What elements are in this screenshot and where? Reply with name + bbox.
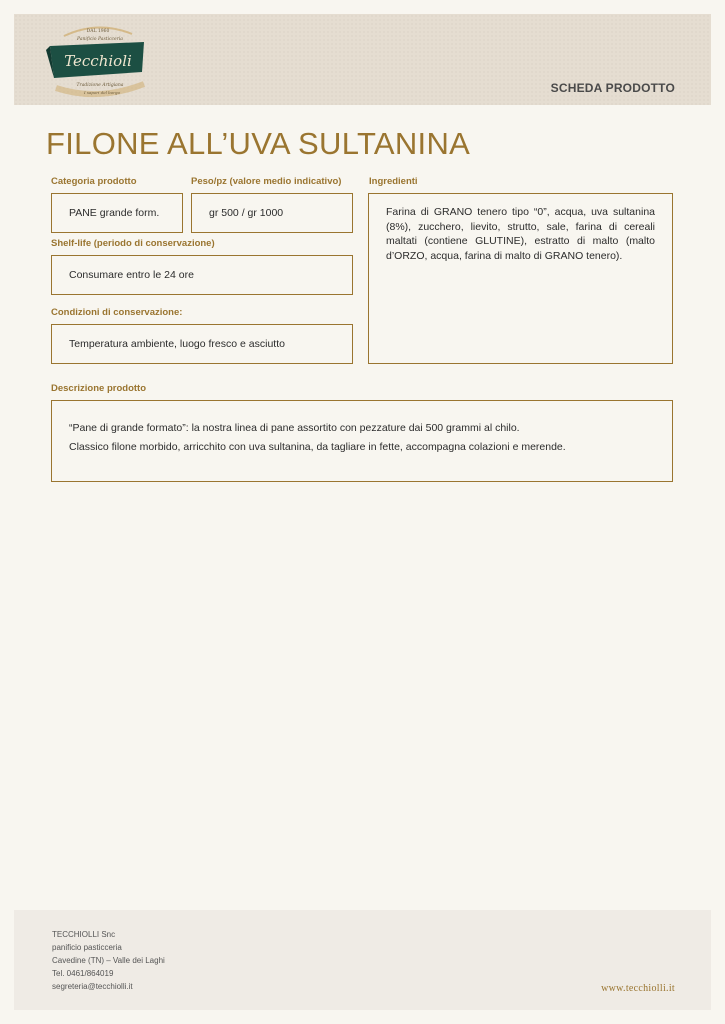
svg-text:DAL 1960: DAL 1960 (86, 29, 110, 34)
svg-text:I sapori del borgo: I sapori del borgo (83, 90, 121, 95)
svg-text:Tecchioli: Tecchioli (64, 52, 132, 70)
description-label: Descrizione prodotto (51, 383, 147, 394)
shelf-life-label: Shelf-life (periodo di conservazione) (51, 238, 215, 249)
ingredients-box (368, 193, 673, 364)
description-box (51, 400, 673, 482)
category-box (51, 193, 183, 233)
svg-text:Panificio Pasticceria: Panificio Pasticceria (77, 37, 123, 42)
shelf-life-box (51, 255, 353, 295)
ingredients-value: Farina di GRANO tenero tipo “0”, acqua, uva sultanina (8%), zucchero, lievito, strutto, sale, farina di cereali maltati (contiene GLUTINE), estratto di malto (malto d’ORZO, acqua, farina di malto di GRANO tenero). (386, 206, 655, 262)
weight-box (191, 193, 353, 233)
storage-label: Condizioni di conservazione: (51, 307, 183, 318)
footer-activity: panificio pasticceria (52, 943, 122, 952)
footer-email: segreteria@tecchiolli.it (52, 982, 133, 991)
page-header (14, 14, 711, 105)
category-label: Categoria prodotto (51, 176, 137, 187)
footer-phone: Tel. 0461/864019 (52, 969, 114, 978)
weight-label: Peso/pz (valore medio indicativo) (191, 176, 342, 187)
storage-value: Temperatura ambiente, luogo fresco e asciutto (69, 338, 285, 350)
product-title: FILONE ALL’UVA SULTANINA (46, 126, 471, 161)
footer-website: www.tecchiolli.it (601, 983, 675, 994)
category-value: PANE grande form. (69, 207, 160, 219)
description-line: Classico filone morbido, arricchito con uva sultanina, da tagliare in fette, accompagna colazioni e merende. (69, 441, 566, 453)
svg-text:Tradizione Artigiana: Tradizione Artigiana (76, 83, 124, 88)
shelf-life-value: Consumare entro le 24 ore (69, 269, 194, 281)
tecchiolli-logo (46, 18, 150, 98)
page-footer (14, 910, 711, 1010)
document-type-label: SCHEDA PRODOTTO (550, 81, 675, 95)
footer-address: Cavedine (TN) – Valle dei Laghi (52, 956, 165, 965)
storage-box (51, 324, 353, 364)
ingredients-label: Ingredienti (369, 176, 418, 187)
footer-company: TECCHIOLLI Snc (52, 930, 116, 939)
weight-value: gr 500 / gr 1000 (209, 207, 284, 219)
description-line: “Pane di grande formato”: la nostra linea di pane assortito con pezzature dai 500 grammi al chilo. (69, 422, 520, 434)
